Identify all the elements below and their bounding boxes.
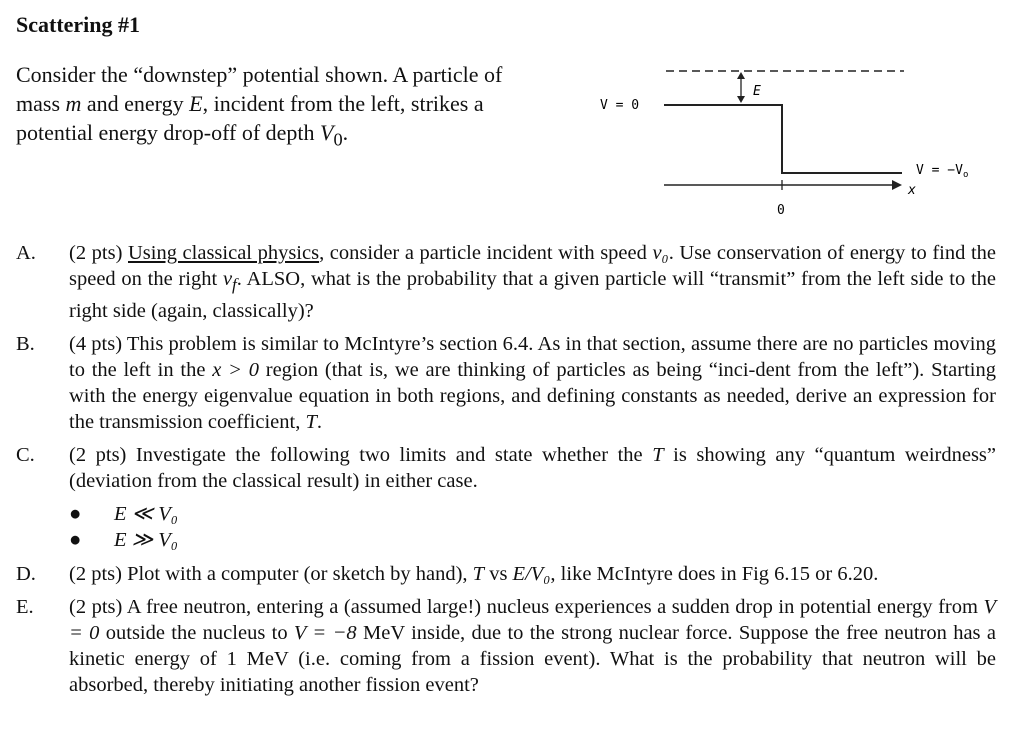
question-letter: D. [16,563,36,586]
question-c: C. (2 pts) Investigate the following two limits and state whether the T is showing any “quantum weirdness” (deviation from the classical result) in either case. [16,444,996,493]
question-list [16,240,996,705]
intro-paragraph: Consider the “downstep” potential shown. A particle of mass m and energy E, incident from the left, strikes a potential energy drop-off of depth $V_0$. [16,62,503,150]
question-letter: C. [16,444,35,467]
v-left-label: V = 0 [600,98,640,113]
question-e: E. (2 pts) A free neutron, entering a (assumed large!) nucleus experiences a sudden drop in potential energy from V = 0 outside the nucleus to V = −8 MeV inside, due to the strong nuclear force. Suppose the free neutron has a kinetic energy of 1 MeV (i.e. coming from a fission event). What is the probability that neutron will be absorbed, thereby initiating another fission event? [16,596,997,697]
question-b: B. (4 pts) This problem is similar to McIntyre’s section 6.4. As in that section, assume there are no particles moving to the left in the x > 0 region (that is, we are thinking of particles as being “inci-dent from the left”). Starting with the energy eigenvalue equation in both regions, and defining constants as needed, derive an expression for the transmission coefficient, T. [16,333,996,434]
potential-diagram [590,58,990,228]
page-title: Scattering #1 [16,12,141,37]
question-letter: E. [16,596,34,619]
question-d: D. (2 pts) Plot with a computer (or sketch by hand), T vs E/V₀, like McIntyre does in Fig 6.15 or 6.20. [16,563,879,586]
energy-arrow-head-bottom [737,96,745,103]
question-letter: B. [16,333,35,356]
question-letter: A. [16,242,36,264]
energy-arrow-head-top [737,72,745,79]
potential-step-line [664,105,902,173]
origin-label: 0 [777,203,785,218]
v-right-label: $V = -V_o$ [916,163,969,180]
energy-label: E [753,84,761,99]
list-item: ● E ≪ V₀ [69,503,178,526]
list-item: ● E ≫ V₀ [69,529,178,552]
question-a: A. (2 pts) Using classical physics, consider a particle incident with speed v₀. Use conservation of energy to find the speed on the right $v_f$. ALSO, what is the probability that a given particle will “transmit” from the left side to the right side (again, classically)? [16,242,996,323]
limit-bullet-list [16,501,996,553]
x-axis-label: x [908,183,916,198]
x-axis-arrowhead [892,180,902,190]
